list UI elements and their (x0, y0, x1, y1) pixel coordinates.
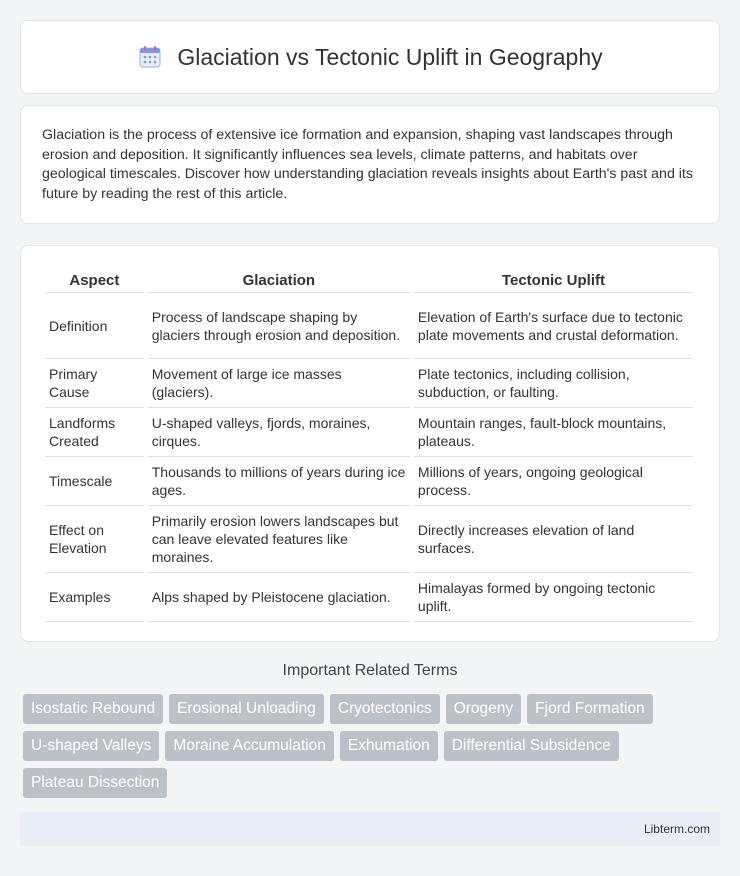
title-wrap (137, 44, 602, 71)
table-row (45, 408, 693, 457)
tag-orogeny[interactable]: Orogeny (446, 694, 521, 724)
row-aspect: Definition (45, 293, 144, 359)
intro-text: Glaciation is the process of extensive ice formation and expansion, shaping vast landscapes through erosion and deposition. It significantly influences sea levels, climate patterns, and habitats over geological timescales. Discover how understanding glaciation reveals insights about Earth's past and its future by reading the rest of this article. (42, 127, 693, 202)
row-aspect: Landforms Created (45, 408, 144, 457)
header-glaciation: Glaciation (148, 263, 410, 293)
tag-u-shaped-valleys[interactable]: U-shaped Valleys (23, 731, 159, 761)
intro-card (20, 105, 720, 224)
tag-erosional-unloading[interactable]: Erosional Unloading (169, 694, 324, 724)
footer-brand-link[interactable]: Libterm.com (643, 822, 710, 836)
table-row (45, 506, 693, 573)
table-row (45, 359, 693, 408)
row-tectonic: Mountain ranges, fault-block mountains, plateaus. (414, 408, 693, 457)
row-aspect: Timescale (45, 457, 144, 506)
table-row (45, 457, 693, 506)
tag-plateau-dissection[interactable]: Plateau Dissection (23, 768, 167, 798)
header-aspect: Aspect (45, 263, 144, 293)
related-terms-title: Important Related Terms (282, 662, 458, 679)
row-glaciation: Thousands to millions of years during ice ages. (148, 457, 410, 506)
row-aspect: Primary Cause (45, 359, 144, 408)
comparison-table (41, 263, 697, 622)
row-aspect: Examples (45, 573, 144, 622)
tag-cryotectonics[interactable]: Cryotectonics (330, 694, 440, 724)
row-glaciation: Movement of large ice masses (glaciers). (148, 359, 410, 408)
tag-differential-subsidence[interactable]: Differential Subsidence (444, 731, 619, 761)
footer (20, 812, 720, 846)
header-tectonic-uplift: Tectonic Uplift (414, 263, 693, 293)
related-terms-list (23, 694, 723, 798)
comparison-table-card (20, 245, 720, 642)
calendar-icon (137, 44, 163, 70)
table-row (45, 573, 693, 622)
row-glaciation: U-shaped valleys, fjords, moraines, cirques. (148, 408, 410, 457)
row-glaciation: Alps shaped by Pleistocene glaciation. (148, 573, 410, 622)
page-title: Glaciation vs Tectonic Uplift in Geography (177, 43, 603, 70)
row-glaciation: Process of landscape shaping by glaciers through erosion and deposition. (148, 293, 410, 359)
table-row (45, 293, 693, 359)
row-tectonic: Plate tectonics, including collision, subduction, or faulting. (414, 359, 693, 408)
row-glaciation: Primarily erosion lowers landscapes but can leave elevated features like moraines. (148, 506, 410, 573)
header-card (20, 20, 720, 94)
row-tectonic: Directly increases elevation of land surfaces. (414, 506, 693, 573)
tag-fjord-formation[interactable]: Fjord Formation (527, 694, 652, 724)
tag-exhumation[interactable]: Exhumation (340, 731, 438, 761)
tag-moraine-accumulation[interactable]: Moraine Accumulation (165, 731, 334, 761)
row-tectonic: Elevation of Earth's surface due to tectonic plate movements and crustal deformation. (414, 293, 693, 359)
table-header-row (45, 263, 693, 293)
row-tectonic: Millions of years, ongoing geological process. (414, 457, 693, 506)
row-aspect: Effect on Elevation (45, 506, 144, 573)
tag-isostatic-rebound[interactable]: Isostatic Rebound (23, 694, 163, 724)
row-tectonic: Himalayas formed by ongoing tectonic uplift. (414, 573, 693, 622)
